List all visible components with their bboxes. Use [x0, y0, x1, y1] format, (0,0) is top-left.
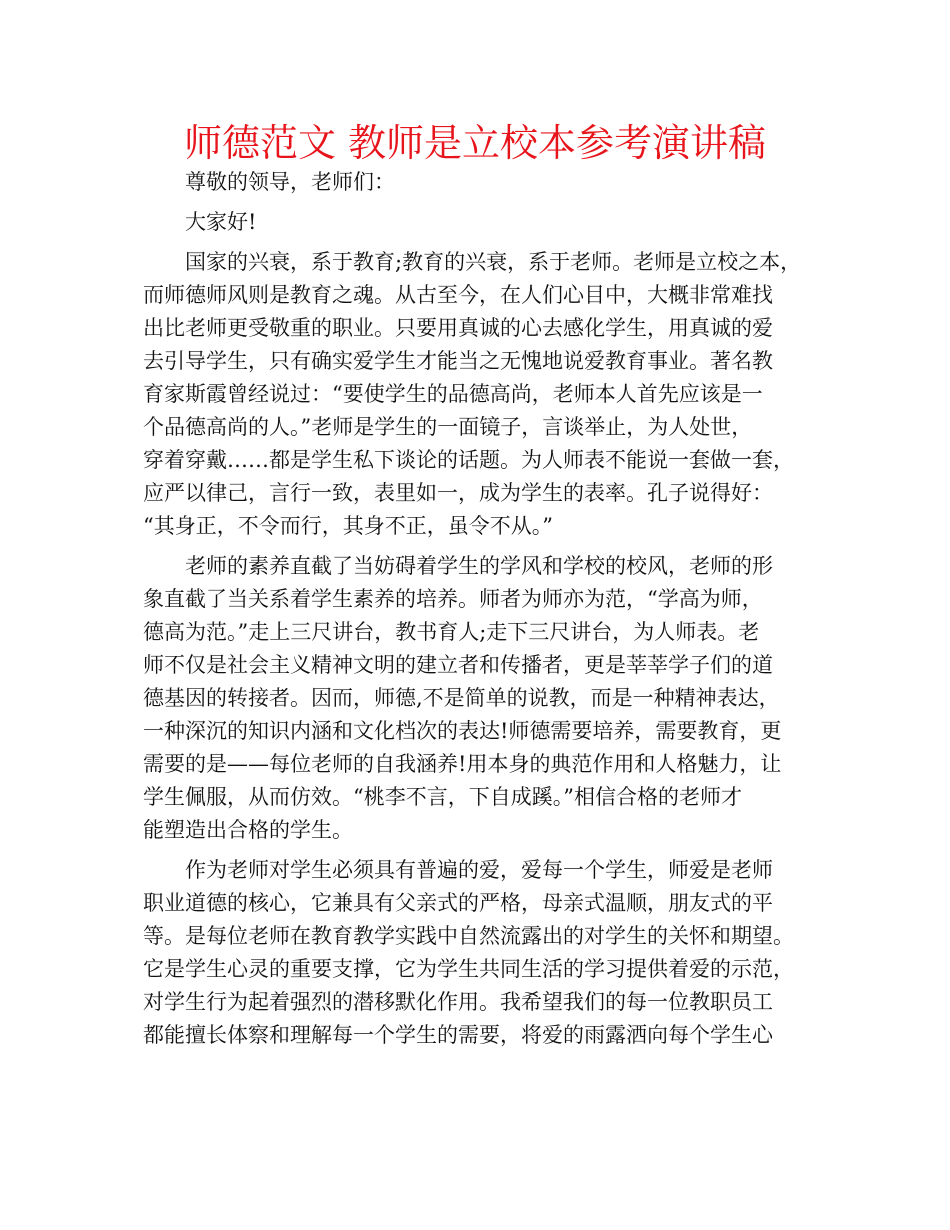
body-line: 国家的兴衰，系于教育;教育的兴衰，系于老师。老师是立校之本，: [185, 250, 802, 274]
body-line: 学生佩服，从而仿效。“桃李不言，下自成蹊。”相信合格的老师才: [143, 785, 742, 809]
body-line: 都能擅长体察和理解每一个学生的需要，将爱的雨露洒向每个学生心: [143, 1023, 773, 1047]
body-line: 职业道德的核心，它兼具有父亲式的严格，母亲式温顺，朋友式的平: [143, 891, 773, 915]
body-line: 个品德高尚的人。”老师是学生的一面镜子，言谈举止，为人处世，: [143, 415, 753, 439]
body-line: 需要的是——每位老师的自我涵养!用本身的典范作用和人格魅力，让: [143, 752, 782, 776]
body-line: 德高为范。”走上三尺讲台，教书育人;走下三尺讲台，为人师表。老: [143, 620, 760, 644]
body-line: 能塑造出合格的学生。: [143, 818, 353, 842]
body-line: 育家斯霞曾经说过：“要使学生的品德高尚，老师本人首先应该是一: [143, 382, 763, 406]
body-line: 师不仅是社会主义精神文明的建立者和传播者，更是莘莘学子们的道: [143, 653, 773, 677]
body-line: 老师的素养直截了当妨碍着学生的学风和学校的校风，老师的形: [185, 554, 773, 578]
document-body: [143, 166, 833, 1052]
body-line: 等。是每位老师在教育教学实践中自然流露出的对学生的关怀和期望。: [143, 924, 794, 948]
body-line: 一种深沉的知识内涵和文化档次的表达!师德需要培养，需要教育，更: [143, 719, 782, 743]
body-line: 作为老师对学生必须具有普遍的爱，爱每一个学生，师爱是老师: [185, 858, 773, 882]
body-line: 它是学生心灵的重要支撑，它为学生共同生活的学习提供着爱的示范，: [143, 957, 794, 981]
body-line: 德基因的转接者。因而，师德,不是简单的说教，而是一种精神表达，: [143, 686, 780, 710]
body-line: 应严以律己，言行一致，表里如一，成为学生的表率。孔子说得好：: [143, 481, 773, 505]
body-line: 尊敬的领导，老师们：: [185, 170, 395, 194]
body-line: 出比老师更受敬重的职业。只要用真诚的心去感化学生，用真诚的爱: [143, 316, 773, 340]
body-line: 而师德师风则是教育之魂。从古至今，在人们心目中，大概非常难找: [143, 283, 773, 307]
document-title: 师德范文 教师是立校本参考演讲稿: [183, 121, 767, 165]
body-line: “其身正，不令而行，其身不正，虽令不从。”: [143, 514, 553, 538]
body-line: 去引导学生，只有确实爱学生才能当之无愧地说爱教育事业。著名教: [143, 349, 773, 373]
body-line: 象直截了当关系着学生素养的培养。师者为师亦为范，“学高为师，: [143, 587, 763, 611]
body-line: 对学生行为起着强烈的潜移默化作用。我希望我们的每一位教职员工: [143, 990, 773, 1014]
body-line: 穿着穿戴……都是学生私下谈论的话题。为人师表不能说一套做一套，: [143, 448, 794, 472]
body-line: 大家好!: [185, 210, 257, 234]
